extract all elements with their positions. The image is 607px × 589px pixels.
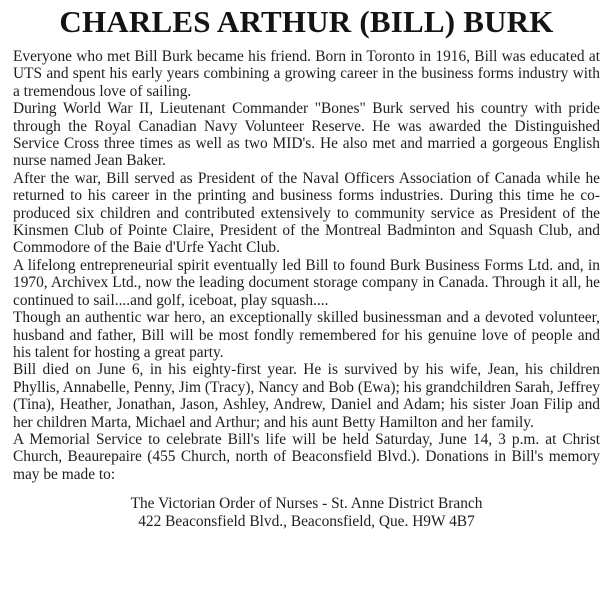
- paragraph-survivors: Bill died on June 6, in his eighty-first year. He is survived by his wife, Jean, his children Phyllis, Annabelle, Penny, Jim (Tracy), Nancy and Bob (Ewa); his grandchildren Sarah, Jeffrey (Tina), Heather, Jonathan, Jason, Ashley, Andrew, Daniel and Adam; his sister Joan Filip and her children Marta, Michael and Arthur; and his aunt Betty Hamilton and her family.: [13, 361, 600, 431]
- paragraph-memorial-service: A Memorial Service to celebrate Bill's life will be held Saturday, June 14, 3 p.m. at Christ Church, Beaurepaire (455 Church, north of Beaconsfield Blvd.). Donations in Bill's memory may be made to:: [13, 430, 600, 483]
- paragraph-remembrance: Though an authentic war hero, an exceptionally skilled businessman and a devoted volunteer, husband and father, Bill will be most fondly remembered for his genuine love of people and his talent for hosting a great party.: [13, 309, 600, 361]
- donation-address: [13, 495, 600, 531]
- donation-organization: The Victorian Order of Nurses - St. Anne District Branch: [130, 495, 483, 513]
- paragraph-war-service: During World War II, Lieutenant Commander "Bones" Burk served his country with pride through the Royal Canadian Navy Volunteer Reserve. He was awarded the Distinguished Service Cross three times as well as two MID's. He also met and married a gorgeous English nurse named Jean Baker.: [13, 100, 600, 170]
- paragraph-early-life: Everyone who met Bill Burk became his friend. Born in Toronto in 1916, Bill was educated at UTS and spent his early years combining a growing career in the business forms industry with a tremendous love of sailing.: [13, 48, 600, 100]
- donation-street-address: 422 Beaconsfield Blvd., Beaconsfield, Que. H9W 4B7: [138, 513, 475, 531]
- obituary-body: [13, 48, 600, 483]
- obituary-title: CHARLES ARTHUR (BILL) BURK: [59, 4, 554, 39]
- paragraph-entrepreneur: A lifelong entrepreneurial spirit eventually led Bill to found Burk Business Forms Ltd. and, in 1970, Archivex Ltd., now the leading document storage company in Canada. Through it all, he continued to sail....and golf, iceboat, play squash....: [13, 256, 600, 309]
- paragraph-post-war: After the war, Bill served as President of the Naval Officers Association of Canada while he returned to his career in the printing and business forms industries. During this time he co-produced six children and contributed extensively to community service as President of the Kinsmen Club of Pointe Claire, President of the Montreal Badminton and Squash Club, and Commodore of the Baie d'Urfe Yacht Club.: [13, 169, 600, 257]
